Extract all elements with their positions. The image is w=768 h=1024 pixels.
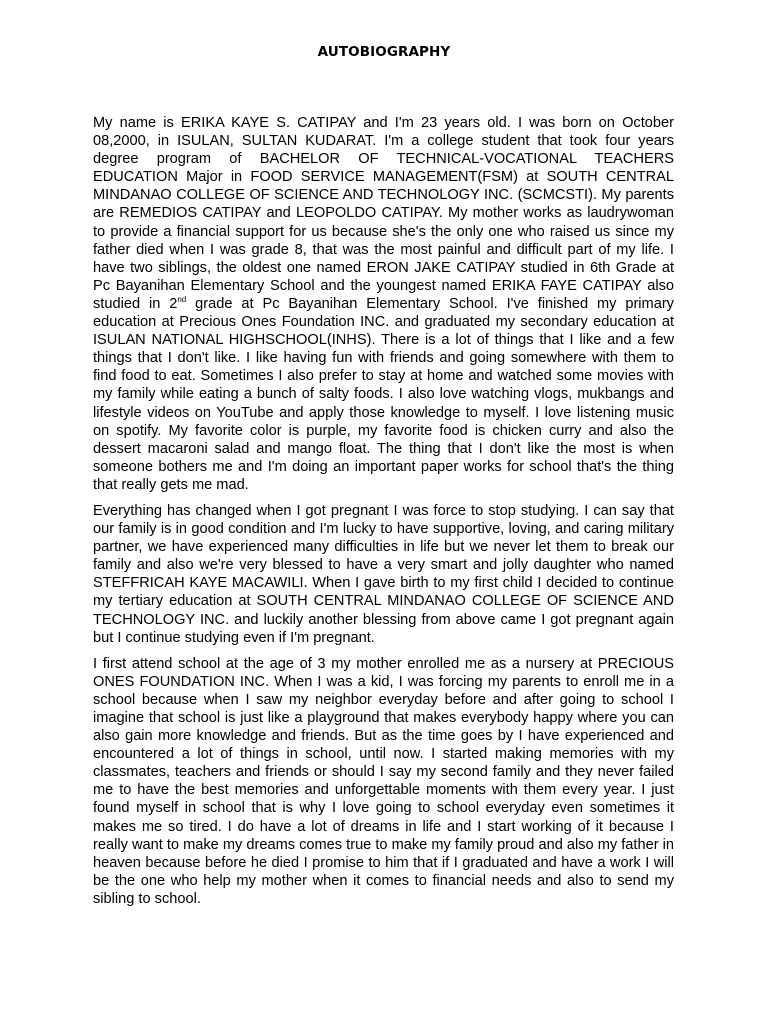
paragraph-2: Everything has changed when I got pregnant I was force to stop studying. I can say that our family is in good condition and I'm lucky to have supportive, loving, and caring military partner, we have experienced many difficulties in life but we never let them to break our family and also we're very blessed to have a very smart and jolly daughter who named STEFFRICAH KAYE MACAWILI. When I gave birth to my first child I decided to continue my tertiary education at SOUTH CENTRAL MINDANAO COLLEGE OF SCIENCE AND TECHNOLOGY INC. and luckily another blessing from above came I got pregnant again but I continue studying even if I'm pregnant. [93, 502, 674, 646]
ordinal-superscript: nd [177, 295, 187, 305]
document-title: AUTOBIOGRAPHY [317, 44, 451, 60]
paragraph-1-part-a: My name is ERIKA KAYE S. CATIPAY and I'm 23 years old. I was born on October 08,2000, in ISULAN, SULTAN KUDARAT. I'm a college student that took four years degree program of BACHELOR OF TECHNICAL-VOCATIONAL TEACHERS EDUCATION Major in FOOD SERVICE MANAGEMENT(FSM) at SOUTH CENTRAL MINDANAO COLLEGE OF SCIENCE AND TECHNOLOGY INC. (SCMCSTI). My parents are REMEDIOS CATIPAY and LEOPOLDO CATIPAY. My mother works as laudrywoman to provide a financial support for us because she's the only one who raised us since my father died when I was grade 8, that was the most painful and difficult part of my life. I have two siblings, the oldest one named ERON JAKE CATIPAY studied in 6th Grade at Pc Bayanihan Elementary School and the youngest named ERIKA FAYE CATIPAY also studied in 2 [93, 115, 674, 312]
document-body [93, 114, 674, 916]
paragraph-1-part-b: grade at Pc Bayanihan Elementary School. I've finished my primary education at Precious Ones Foundation INC. and graduated my secondary education at ISULAN NATIONAL HIGHSCHOOL(INHS). There is a lot of things that I like and a few things that I don't like. I like having fun with friends and going somewhere with them to find food to eat. Sometimes I also prefer to stay at home and watched some movies with my family while eating a bunch of salty foods. I also love watching vlogs, mukbangs and lifestyle videos on YouTube and apply those knowledge to myself. I love listening music on spotify. My favorite color is purple, my favorite food is chicken curry and also the dessert macaroni salad and mango float. The thing that I don't like the most is when someone bothers me and I'm doing an important paper works for school that's the thing that really gets me mad. [93, 295, 674, 493]
paragraph-3: I first attend school at the age of 3 my mother enrolled me as a nursery at PRECIOUS ONES FOUNDATION INC. When I was a kid, I was forcing my parents to enroll me in a school because when I saw my neighbor everyday before and after going to school I imagine that school is just like a playground that makes everybody happy where you can also gain more knowledge and friends. But as the time goes by I have experienced and encountered a lot of things in school, until now. I started making memories with my classmates, teachers and friends or should I say my second family and they never failed me to have the best memories and unforgettable moments with them every year. I just found myself in school that is why I love going to school everyday even sometimes it makes me so tired. I do have a lot of dreams in life and I start working of it because I really want to make my dreams comes true to make my family proud and also my father in heaven because before he died I promise to him that if I graduated and have a work I will be the one who help my mother when it comes to financial needs and also to send my sibling to school. [93, 655, 674, 907]
paragraph-1 [93, 114, 674, 494]
